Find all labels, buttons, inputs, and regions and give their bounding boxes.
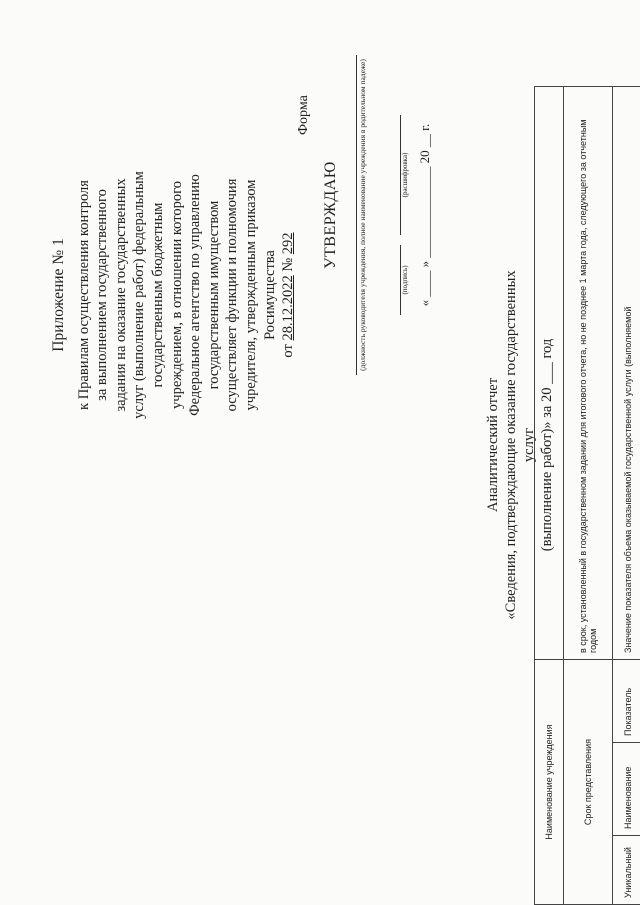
appendix-date-line (279, 65, 298, 525)
year-blank: __ (417, 134, 432, 148)
date-open-quote: « (417, 299, 432, 307)
report-year-blank: ___ (539, 362, 555, 384)
approval-block (322, 55, 433, 375)
signature-cell (386, 245, 409, 315)
appendix-block (50, 65, 298, 525)
number-prefix: № (280, 257, 297, 272)
report-title-line2: «Сведения, подтверждающие оказание государственных услуг (503, 270, 537, 620)
date-prefix: от (280, 344, 297, 358)
decode-cell (386, 115, 409, 235)
column-header-name: Наименование (613, 743, 640, 836)
order-number: 292 (280, 232, 297, 255)
table-row (613, 87, 640, 905)
approval-heading: УТВЕРЖДАЮ (322, 161, 339, 269)
report-year-suffix: год (539, 338, 555, 359)
year-prefix: 20 (417, 150, 432, 164)
appendix-line: задания на оказание государственных (112, 178, 129, 412)
institution-name-label: Наименование учреждения (535, 660, 564, 905)
report-year-prefix: (выполнение работ)» за 20 (539, 387, 555, 552)
appendix-line: услуг (выполнение работ) федеральным (131, 171, 148, 419)
decode-line (386, 115, 401, 235)
approval-date (417, 55, 433, 375)
appendix-line: государственным бюджетным (149, 202, 166, 388)
signature-line (386, 245, 401, 315)
appendix-line: Росимущества (261, 250, 278, 340)
appendix-line: государственным имуществом (205, 200, 222, 390)
appendix-line: к Правилам осуществления контроля (75, 180, 92, 410)
report-title-line1: Аналитический отчет (485, 377, 501, 513)
column-header-indicator: Показатель (613, 660, 640, 743)
form-label: Форма (296, 95, 311, 135)
appendix-line: за выполнением государственного (94, 189, 111, 401)
appendix-line: осуществляет функции и полномочия (224, 178, 241, 412)
month-blank: ______________ (417, 166, 432, 258)
day-blank: ____ (417, 270, 432, 297)
appendix-title: Приложение № 1 (50, 238, 67, 352)
submission-deadline-label: Срок представления (564, 660, 613, 905)
order-date: 28.12.2022 (280, 275, 297, 341)
decode-caption: (расшифровка) (401, 152, 409, 198)
signature-caption: (подпись) (401, 265, 409, 295)
column-header-volume-value: Значение показателя объема оказываемой государственной услуги (выполняемой (613, 87, 640, 660)
column-header-unique: Уникальный (613, 836, 640, 905)
table-row (564, 87, 613, 905)
table-row (535, 87, 564, 905)
appendix-line: учредителя, утвержденным приказом (242, 179, 259, 411)
submission-deadline-value: в срок, установленный в государственном задании для итогового отчета, но не позднее 1 марта года, следующего за отчетным годом (564, 87, 613, 660)
position-caption: (должность руководителя учреждения, полное наименование учреждения в родительном падеже) (358, 59, 367, 371)
date-close-quote: » (417, 260, 432, 268)
appendix-line: Федеральное агентство по управлению (187, 174, 204, 416)
signature-row (386, 55, 409, 375)
appendix-line: учреждением, в отношении которого (168, 181, 185, 409)
institution-name-value[interactable] (535, 87, 564, 660)
year-suffix: г. (417, 123, 432, 131)
organization-table (534, 86, 640, 905)
